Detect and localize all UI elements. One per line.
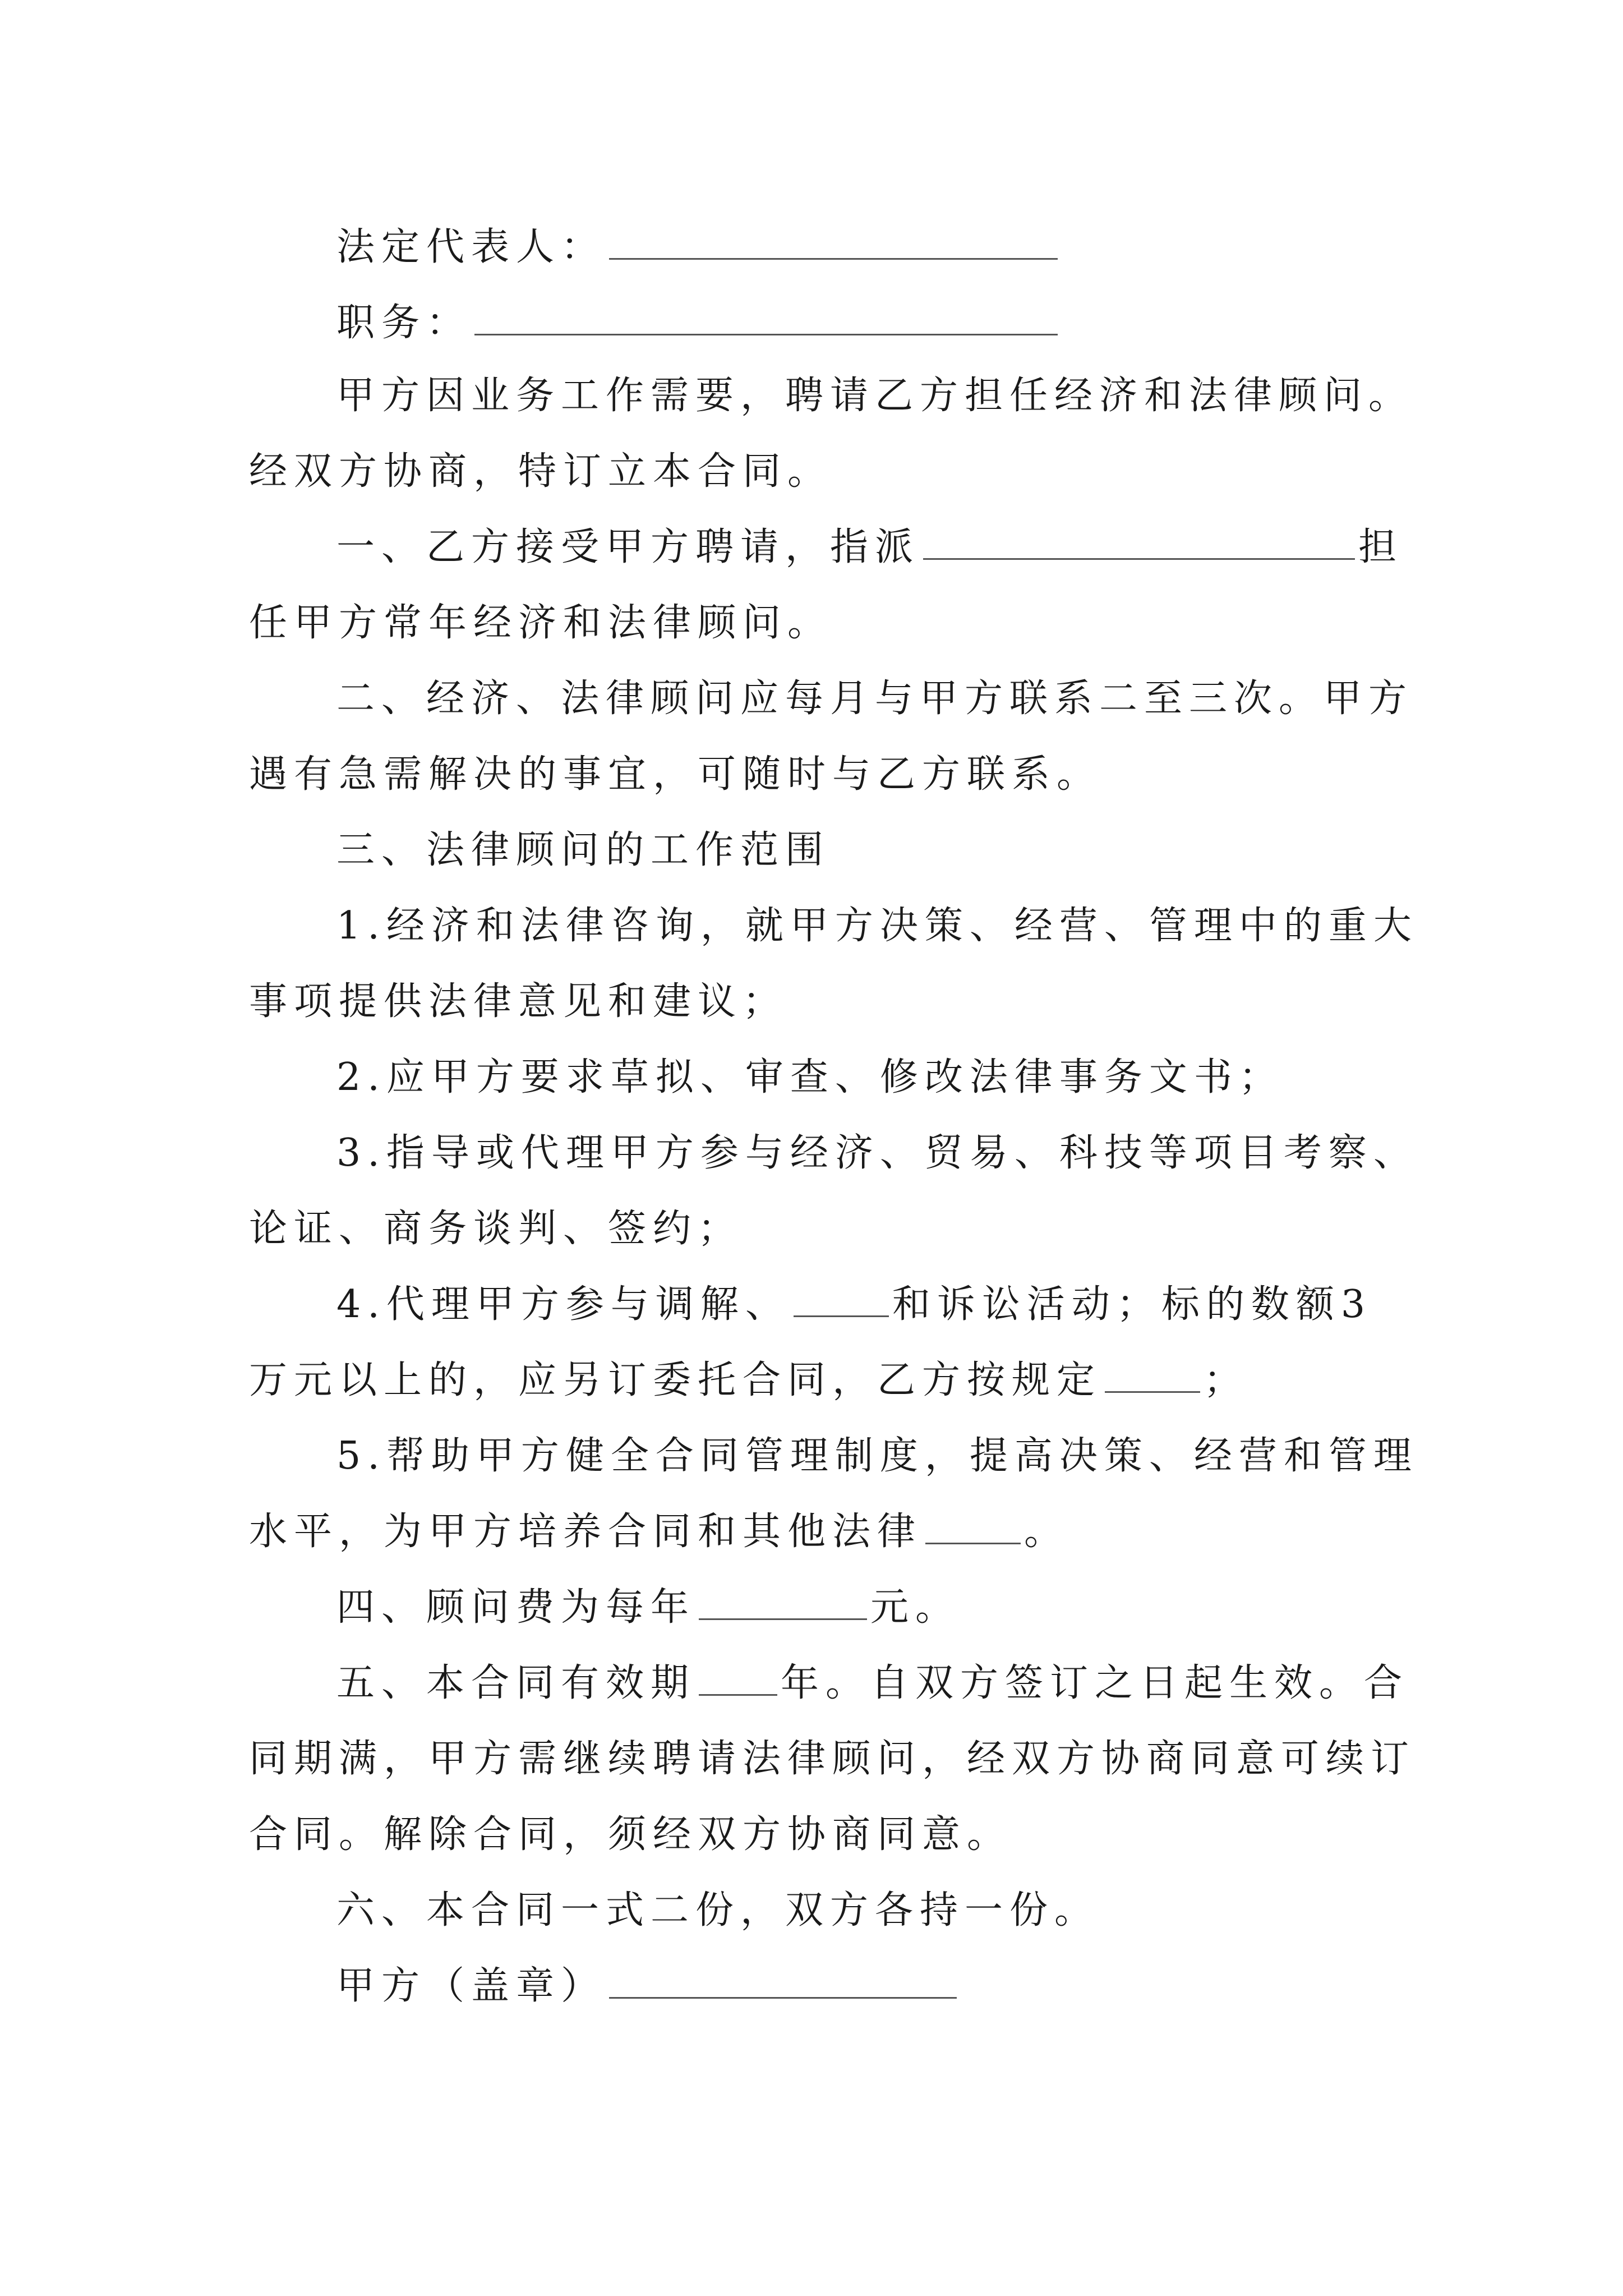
- item-4-text-post: 和诉讼活动；标的数额3: [892, 1282, 1372, 1327]
- position-line: [336, 300, 1061, 346]
- item-2-line: 2.应甲方要求草拟、审查、修改法律事务文书；: [336, 1055, 1284, 1099]
- item-4b-text-pre: 万元以上的，应另订委托合同，乙方按规定: [249, 1358, 1102, 1402]
- position-label: 职务：: [336, 301, 472, 345]
- clause-1-line-2: 任甲方常年经济和法律顾问。: [249, 601, 833, 645]
- appointee-blank[interactable]: [923, 526, 1355, 560]
- item-4-line-1: [336, 1282, 1372, 1328]
- item-1-line-2: 事项提供法律意见和建议；: [249, 979, 788, 1024]
- intro-line-1: 甲方因业务工作需要，聘请乙方担任经济和法律顾问。: [336, 374, 1414, 418]
- item-1-line-1: 1.经济和法律咨询，就甲方决策、经营、管理中的重大: [336, 904, 1418, 948]
- clause-6-line: 六、本合同一式二份，双方各持一份。: [336, 1888, 1100, 1932]
- clause-1-suffix: 担: [1358, 525, 1404, 569]
- legal-representative-label: 法定代表人：: [336, 225, 606, 269]
- party-a-seal-label: 甲方（盖章）: [336, 1964, 606, 2008]
- clause-5-text-pre: 五、本合同有效期: [336, 1661, 696, 1705]
- item-5-line-2: [249, 1509, 1069, 1555]
- fee-rule-blank[interactable]: [1105, 1359, 1200, 1393]
- legal-representative-blank[interactable]: [609, 226, 1058, 260]
- validity-years-blank[interactable]: [699, 1662, 777, 1696]
- item-5b-text-post: 。: [1024, 1510, 1069, 1554]
- item-4-text-pre: 4.代理甲方参与调解、: [336, 1282, 790, 1327]
- party-a-seal-line: [336, 1963, 960, 2009]
- clause-1-text: 一、乙方接受甲方聘请，指派: [336, 525, 920, 569]
- item-5-line-1: 5.帮助甲方健全合同管理制度，提高决策、经营和管理: [336, 1434, 1418, 1478]
- clause-4-text-post: 元。: [870, 1585, 961, 1630]
- clause-1-line-1: [336, 524, 1403, 570]
- clause-3-heading: 三、法律顾问的工作范围: [336, 828, 831, 872]
- position-blank[interactable]: [474, 301, 1058, 335]
- clause-2-line-2: 遇有急需解决的事宜，可随时与乙方联系。: [249, 752, 1102, 797]
- item-4b-text-post: ；: [1204, 1358, 1249, 1402]
- training-blank[interactable]: [925, 1510, 1021, 1544]
- item-5b-text-pre: 水平，为甲方培养合同和其他法律: [249, 1510, 923, 1554]
- clause-4-text-pre: 四、顾问费为每年: [336, 1585, 696, 1630]
- clause-5-line-3: 合同。解除合同，须经双方协商同意。: [249, 1812, 1012, 1857]
- clause-5-text-post: 年。自双方签订之日起生效。合: [781, 1661, 1409, 1705]
- item-3-line-1: 3.指导或代理甲方参与经济、贸易、科技等项目考察、: [336, 1131, 1418, 1175]
- item-4-line-2: [249, 1358, 1248, 1404]
- party-a-seal-blank[interactable]: [609, 1964, 957, 1999]
- clause-4-line: [336, 1585, 960, 1631]
- mediation-blank[interactable]: [794, 1283, 889, 1317]
- item-3-line-2: 论证、商务谈判、签约；: [249, 1207, 743, 1251]
- intro-line-2: 经双方协商，特订立本合同。: [249, 449, 833, 494]
- clause-5-line-2: 同期满，甲方需继续聘请法律顾问，经双方协商同意可续订: [249, 1737, 1416, 1781]
- annual-fee-blank[interactable]: [699, 1586, 867, 1620]
- clause-5-line-1: [336, 1660, 1409, 1706]
- clause-2-line-1: 二、经济、法律顾问应每月与甲方联系二至三次。甲方: [336, 677, 1414, 721]
- legal-representative-line: [336, 224, 1061, 270]
